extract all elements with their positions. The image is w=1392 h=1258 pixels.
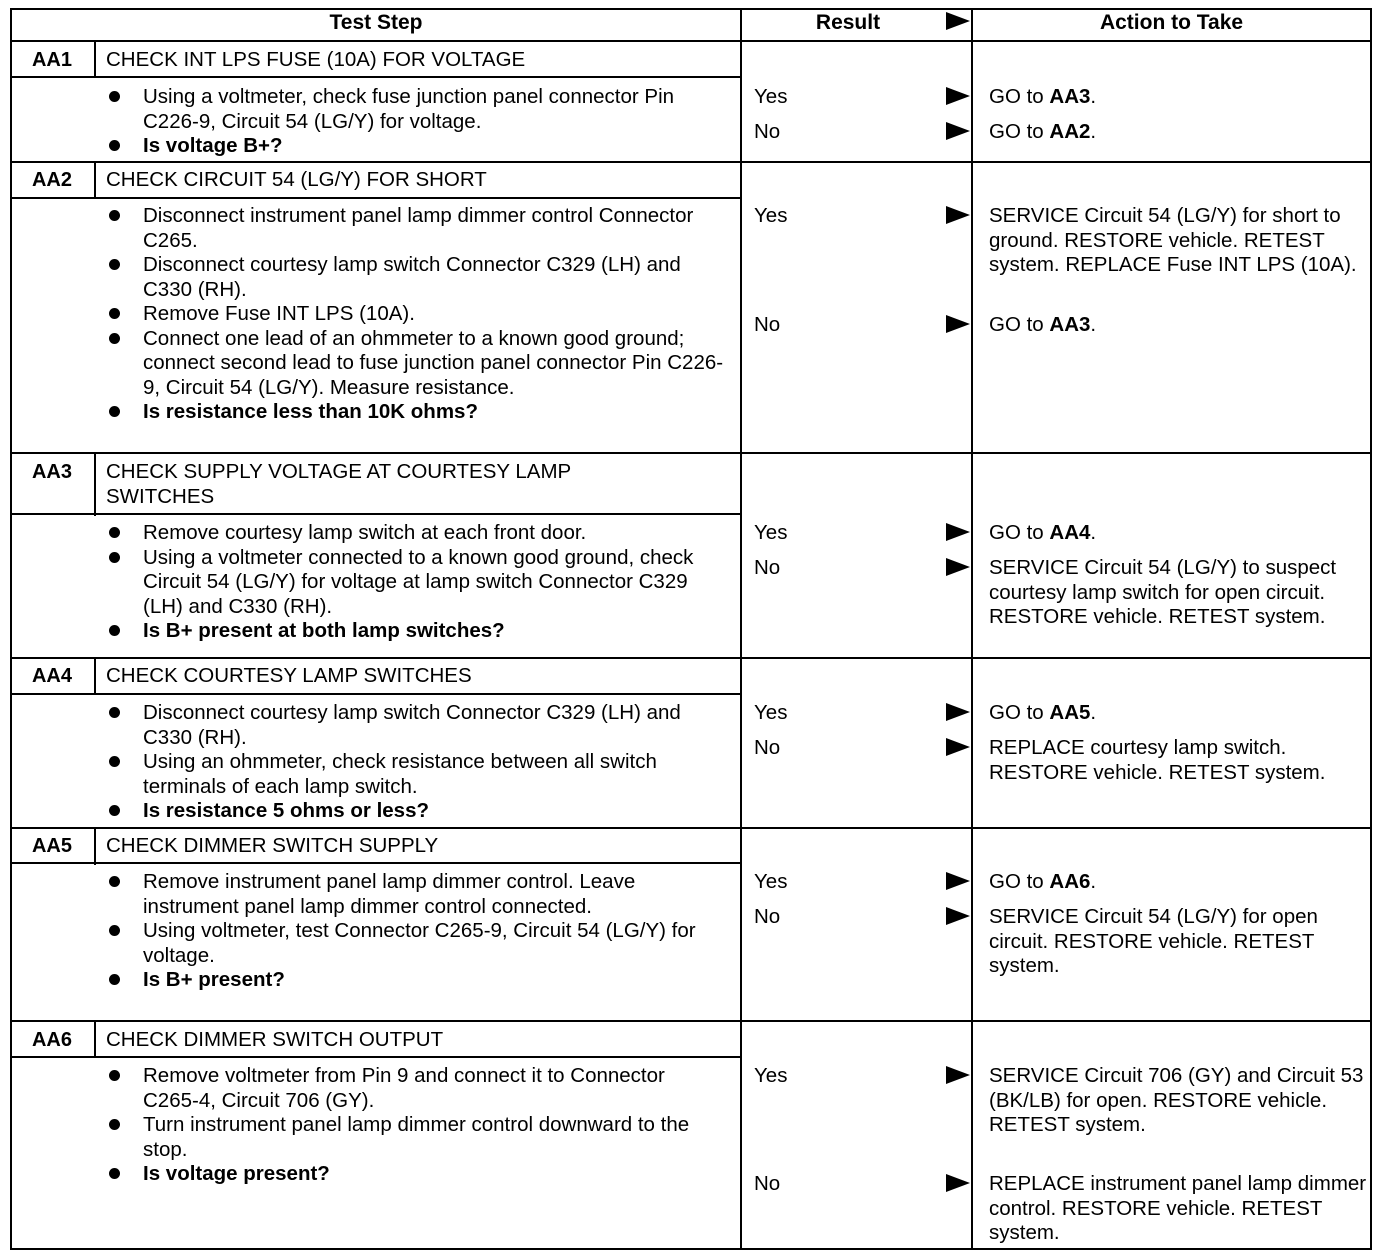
result-no: No [754,556,781,579]
step-id-divider [94,40,96,78]
result-arrow-icon [946,872,970,890]
header-arrow-icon [946,12,970,30]
step-bullet: Using voltmeter, test Connector C265-9, Circuit 54 (LG/Y) for voltage. [105,919,725,968]
result-no: No [754,120,781,143]
step-bullet: Using a voltmeter, check fuse junction panel connector Pin C226-9, Circuit 54 (LG/Y) for voltage. [105,85,725,134]
action-no: REPLACE instrument panel lamp dimmer control. RESTORE vehicle. RETEST system. [989,1172,1367,1244]
step-bullet: Remove courtesy lamp switch at each front door. [105,521,725,546]
step-bullet: Connect one lead of an ohmmeter to a known good ground; connect second lead to fuse junction panel connector Pin C226-9, Circuit 54 (LG/Y). Measure resistance. [105,327,725,401]
result-column-divider [740,8,742,1250]
step-bullet: Disconnect courtesy lamp switch Connector C329 (LH) and C330 (RH). [105,253,725,302]
step-question: Is B+ present at both lamp switches? [105,619,725,644]
header-action: Action to Take [1099,11,1244,34]
header-result: Result [815,11,881,34]
bullet-dot-icon [109,625,120,636]
step-id-divider [94,161,96,199]
step-separator [10,452,1372,454]
step-id-divider [94,452,96,516]
result-arrow-icon [946,87,970,105]
bullet-dot-icon [109,1119,120,1130]
bullet-dot-icon [109,333,120,344]
result-no: No [754,313,781,336]
action-yes: GO to AA4. [989,521,1097,544]
step-bullet: Using a voltmeter connected to a known good ground, check Circuit 54 (LG/Y) for voltage at lamp switch Connector C329 (LH) and C330 (RH). [105,546,725,620]
bullet-dot-icon [109,91,120,102]
result-arrow-icon [946,1066,970,1084]
bullet-dot-icon [109,805,120,816]
action-no: GO to AA2. [989,120,1097,143]
result-arrow-icon [946,122,970,140]
step-separator [10,161,1372,163]
bullet-dot-icon [109,707,120,718]
result-no: No [754,736,781,759]
step-bullet: Remove voltmeter from Pin 9 and connect it to Connector C265-4, Circuit 706 (GY). [105,1064,725,1113]
step-id: AA5 [31,835,72,857]
step-separator [10,1020,1372,1022]
result-arrow-icon [946,523,970,541]
bullet-dot-icon [109,1168,120,1179]
result-arrow-icon [946,206,970,224]
action-yes: SERVICE Circuit 706 (GY) and Circuit 53 (BK/LB) for open. RESTORE vehicle. RETEST system. [989,1064,1364,1136]
step-bullet-list [105,85,725,159]
result-yes: Yes [754,1064,788,1087]
step-bullet-list [105,870,725,993]
bullet-dot-icon [109,259,120,270]
result-arrow-icon [946,907,970,925]
step-question: Is voltage B+? [105,134,725,159]
step-bullet: Using an ohmmeter, check resistance between all switch terminals of each lamp switch. [105,750,725,799]
step-id: AA6 [31,1029,72,1051]
table-bottom-border [10,1248,1372,1250]
step-title: CHECK COURTESY LAMP SWITCHES [106,664,472,687]
bullet-dot-icon [109,756,120,767]
action-no: REPLACE courtesy lamp switch. RESTORE vehicle. RETEST system. [989,736,1326,784]
result-yes: Yes [754,870,788,893]
step-bullet: Turn instrument panel lamp dimmer control downward to the stop. [105,1113,725,1162]
step-title-divider [10,1056,742,1058]
step-separator [10,827,1372,829]
step-bullet: Disconnect instrument panel lamp dimmer control Connector C265. [105,204,725,253]
bullet-dot-icon [109,552,120,563]
bullet-dot-icon [109,974,120,985]
step-title-divider [10,862,742,864]
result-no: No [754,1172,781,1195]
bullet-dot-icon [109,925,120,936]
action-yes: GO to AA5. [989,701,1097,724]
action-yes: SERVICE Circuit 54 (LG/Y) for short to ground. RESTORE vehicle. RETEST system. REPLACE Fuse INT LPS (10A). [989,204,1357,276]
action-column-divider [971,8,973,1250]
step-title-divider [10,197,742,199]
header-test-step: Test Step [329,11,423,34]
step-question: Is B+ present? [105,968,725,993]
result-arrow-icon [946,703,970,721]
step-title: CHECK DIMMER SWITCH SUPPLY [106,834,439,857]
result-arrow-icon [946,315,970,333]
result-arrow-icon [946,738,970,756]
bullet-dot-icon [109,308,120,319]
step-bullet: Remove Fuse INT LPS (10A). [105,302,725,327]
bullet-dot-icon [109,140,120,151]
step-id-divider [94,1020,96,1058]
result-yes: Yes [754,701,788,724]
step-id-divider [94,657,96,695]
step-id: AA3 [31,461,72,483]
step-bullet-list [105,1064,725,1187]
step-title-divider [10,76,742,78]
step-question: Is resistance 5 ohms or less? [105,799,725,824]
step-separator [10,657,1372,659]
table-left-border [10,8,12,1250]
step-title: CHECK SUPPLY VOLTAGE AT COURTESY LAMP SWITCHES [106,460,571,508]
step-title: CHECK INT LPS FUSE (10A) FOR VOLTAGE [106,48,526,71]
step-question: Is voltage present? [105,1162,725,1187]
action-no: SERVICE Circuit 54 (LG/Y) to suspect courtesy lamp switch for open circuit. RESTORE vehicle. RETEST system. [989,556,1337,628]
bullet-dot-icon [109,210,120,221]
step-bullet: Disconnect courtesy lamp switch Connector C329 (LH) and C330 (RH). [105,701,725,750]
step-title: CHECK DIMMER SWITCH OUTPUT [106,1028,444,1051]
bullet-dot-icon [109,527,120,538]
step-bullet-list [105,204,725,425]
result-arrow-icon [946,558,970,576]
result-arrow-icon [946,1174,970,1192]
step-question: Is resistance less than 10K ohms? [105,400,725,425]
action-no: GO to AA3. [989,313,1097,336]
result-no: No [754,905,781,928]
action-yes: GO to AA3. [989,85,1097,108]
step-bullet-list [105,701,725,824]
action-no: SERVICE Circuit 54 (LG/Y) for open circuit. RESTORE vehicle. RETEST system. [989,905,1318,977]
bullet-dot-icon [109,406,120,417]
step-id-divider [94,827,96,865]
step-title-divider [10,693,742,695]
header-divider [10,40,1372,42]
step-title-divider [10,513,742,515]
step-id: AA4 [31,665,72,687]
step-id: AA1 [31,49,72,71]
table-right-border [1370,8,1372,1250]
step-title: CHECK CIRCUIT 54 (LG/Y) FOR SHORT [106,168,487,191]
step-bullet-list [105,521,725,644]
action-yes: GO to AA6. [989,870,1097,893]
bullet-dot-icon [109,1070,120,1081]
step-bullet: Remove instrument panel lamp dimmer control. Leave instrument panel lamp dimmer control connected. [105,870,725,919]
result-yes: Yes [754,85,788,108]
result-yes: Yes [754,204,788,227]
bullet-dot-icon [109,876,120,887]
result-yes: Yes [754,521,788,544]
step-id: AA2 [31,169,72,191]
